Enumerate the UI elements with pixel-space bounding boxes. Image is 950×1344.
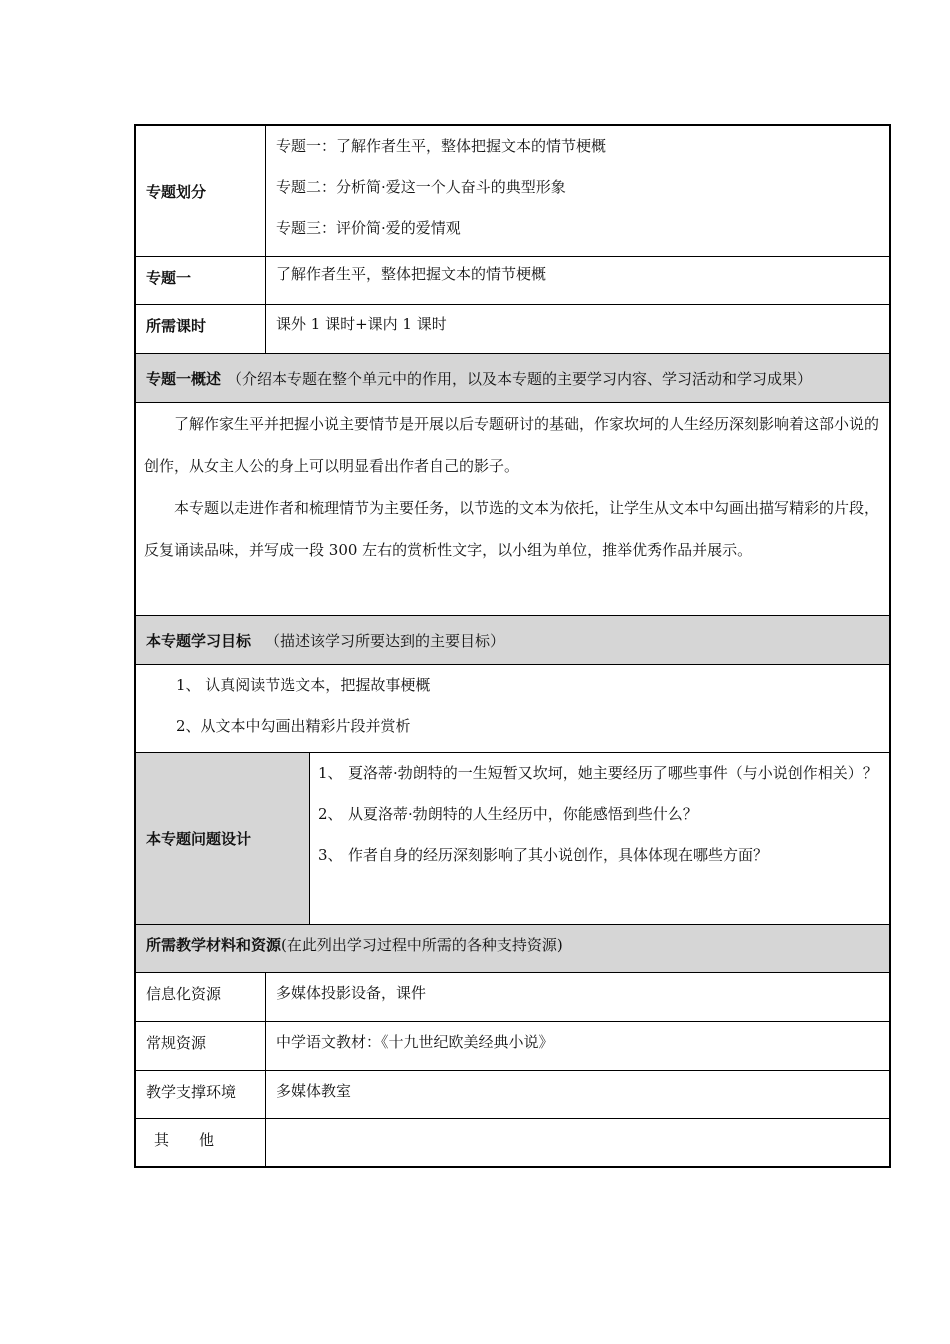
overview-paragraph: 了解作家生平并把握小说主要情节是开展以后专题研讨的基础，作家坎坷的人生经历深刻影响着这部小说的创作，从女主人公的身上可以明显看出作者自己的影子。	[144, 415, 880, 475]
overview-note: （介绍本专题在整个单元中的作用，以及本专题的主要学习内容、学习活动和学习成果）	[227, 369, 813, 388]
question-number: 3、	[318, 846, 343, 864]
resource-row	[136, 1021, 889, 1070]
division-item: 专题二：分析简·爱这一个人奋斗的典型形象	[276, 178, 566, 196]
resources-header-row	[136, 924, 889, 972]
question-number: 1、	[318, 764, 343, 782]
hours-value: 课外 1 课时+课内 1 课时	[276, 315, 447, 333]
goals-note: （描述该学习所要达到的主要目标）	[265, 631, 506, 650]
resource-value: 多媒体教室	[276, 1082, 352, 1100]
lesson-plan-table	[134, 124, 891, 1168]
overview-title: 专题一概述	[146, 369, 222, 388]
resource-value	[266, 1119, 889, 1166]
resource-row	[136, 1118, 889, 1166]
question-text: 夏洛蒂·勃朗特的一生短暂又坎坷，她主要经历了哪些事件（与小说创作相关）？	[348, 764, 878, 782]
division-row	[136, 126, 889, 256]
division-list	[266, 126, 889, 256]
question-item	[318, 835, 883, 876]
goals-body-row	[136, 664, 889, 752]
overview-paragraph: 本专题以走进作者和梳理情节为主要任务，以节选的文本为依托，让学生从文本中勾画出描写精彩的片段，反复诵读品味，并写成一段 300 左右的赏析性文字，以小组为单位，推举优秀作品并展示。	[144, 499, 880, 559]
topic1-row	[136, 256, 889, 304]
question-item	[318, 753, 883, 794]
resources-title: 所需教学材料和资源	[146, 936, 282, 954]
resources-header	[136, 925, 889, 973]
goals-header	[136, 616, 889, 664]
goal-item: 1、 认真阅读节选文本，把握故事梗概	[176, 676, 431, 694]
resource-row	[136, 972, 889, 1021]
resource-label: 信息化资源	[136, 973, 266, 1021]
question-number: 2、	[318, 805, 343, 823]
topic1-label: 专题一	[136, 257, 266, 304]
overview-body	[136, 403, 889, 615]
questions-row	[136, 752, 889, 924]
question-text: 作者自身的经历深刻影响了其小说创作，具体体现在哪些方面？	[348, 846, 769, 864]
resource-label: 其 他	[136, 1119, 266, 1166]
question-item	[318, 794, 883, 835]
overview-header-row	[136, 353, 889, 402]
division-item: 专题三：评价简·爱的爱情观	[276, 219, 461, 237]
question-text: 从夏洛蒂·勃朗特的人生经历中，你能感悟到些什么？	[348, 805, 698, 823]
goals-list	[136, 665, 889, 752]
resource-label: 教学支撑环境	[136, 1071, 266, 1118]
division-item: 专题一：了解作者生平，整体把握文本的情节梗概	[276, 137, 607, 155]
resource-row	[136, 1070, 889, 1118]
resource-label: 常规资源	[136, 1022, 266, 1070]
overview-header	[136, 354, 889, 402]
goals-title: 本专题学习目标	[146, 631, 252, 650]
resource-value: 中学语文教材：《十九世纪欧美经典小说》	[276, 1033, 554, 1051]
resource-value: 多媒体投影设备，课件	[276, 984, 427, 1002]
division-label: 专题划分	[136, 126, 266, 256]
goals-header-row	[136, 615, 889, 664]
hours-row	[136, 304, 889, 353]
overview-body-row	[136, 402, 889, 615]
topic1-value: 了解作者生平，整体把握文本的情节梗概	[276, 265, 547, 283]
questions-list	[310, 753, 889, 924]
resources-note: (在此列出学习过程中所需的各种支持资源)	[281, 936, 563, 954]
goal-item: 2、从文本中勾画出精彩片段并赏析	[176, 717, 411, 735]
hours-label: 所需课时	[136, 305, 266, 353]
questions-label: 本专题问题设计	[136, 753, 310, 924]
